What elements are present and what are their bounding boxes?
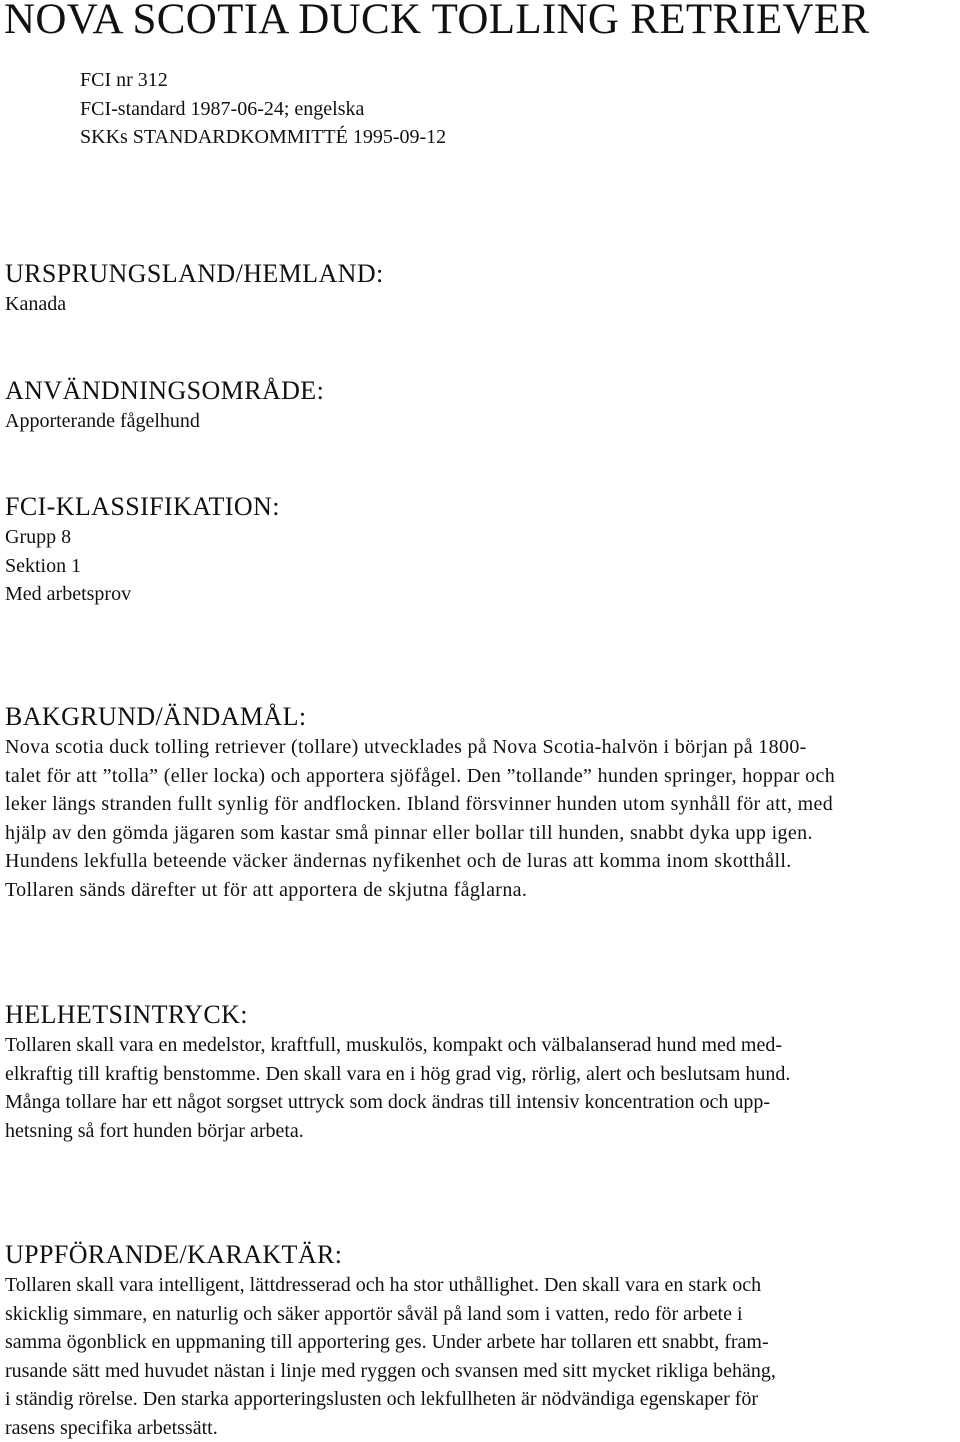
section-body xyxy=(5,290,955,319)
body-line: rusande sätt med huvudet nästan i linje med ryggen och svansen med sitt mycket rikliga behäng, xyxy=(5,1359,776,1382)
body-line: i ständig rörelse. Den starka apporteringslusten och lekfullheten är nödvändiga egenskaper för xyxy=(5,1388,759,1410)
section-body xyxy=(5,407,955,436)
body-line: Sektion 1 xyxy=(5,554,82,577)
body-line: Tollaren skall vara intelligent, lättdresserad och ha stor uthållighet. Den skall vara en stark och xyxy=(5,1274,762,1296)
body-line: Många tollare har ett något sorgset uttryck som dock ändras till intensiv koncentration och upp- xyxy=(5,1091,770,1113)
section-heading: FCI-KLASSIFIKATION: xyxy=(5,492,280,521)
section-helhetsintryck xyxy=(5,999,955,1145)
body-line: hjälp av den gömda jägaren som kastar små pinnar eller bollar till hunden, snabbt dyka upp igen. xyxy=(5,821,813,844)
body-line: Hundens lekfulla beteende väcker ändernas nyfikenhet och de luras att komma inom skotthåll. xyxy=(5,850,792,872)
body-line: samma ögonblick en uppmaning till apportering ges. Under arbete har tollaren ett snabbt, fram- xyxy=(5,1331,769,1353)
section-heading: BAKGRUND/ÄNDAMÅL: xyxy=(5,702,307,731)
section-body xyxy=(5,523,955,609)
section-heading: UPPFÖRANDE/KARAKTÄR: xyxy=(5,1240,343,1269)
body-line: skicklig simmare, en naturlig och säker apportör såväl på land som i vatten, redo för arbete i xyxy=(5,1302,743,1325)
fci-standard-date: FCI-standard 1987-06-24; engelska xyxy=(80,97,365,120)
section-klassifikation xyxy=(5,491,955,609)
section-bakgrund xyxy=(5,701,955,904)
body-line: Nova scotia duck tolling retriever (tollare) utvecklades på Nova Scotia-halvön i början på 1800- xyxy=(5,736,807,758)
fci-number: FCI nr 312 xyxy=(80,69,168,91)
section-body xyxy=(5,1271,955,1442)
section-ursprungsland xyxy=(5,258,955,319)
section-body xyxy=(5,1031,955,1145)
section-heading: URSPRUNGSLAND/HEMLAND: xyxy=(5,259,384,288)
body-line: rasens specifika arbetssätt. xyxy=(5,1416,218,1439)
body-line: elkraftig till kraftig benstomme. Den skall vara en i hög grad vig, rörlig, alert och beslutsam hund. xyxy=(5,1062,791,1085)
section-heading: HELHETSINTRYCK: xyxy=(5,1000,248,1029)
standard-meta xyxy=(80,66,446,152)
body-line: Kanada xyxy=(5,293,67,315)
body-line: Tollaren sänds därefter ut för att apportera de skjutna fåglarna. xyxy=(5,878,528,901)
body-line: hetsning så fort hunden börjar arbeta. xyxy=(5,1119,304,1142)
body-line: Med arbetsprov xyxy=(5,583,132,605)
skk-committee-date: SKKs STANDARDKOMMITTÉ 1995-09-12 xyxy=(80,126,447,148)
section-anvandningsomrade xyxy=(5,375,955,436)
document-title: NOVA SCOTIA DUCK TOLLING RETRIEVER xyxy=(4,0,870,43)
section-heading: ANVÄNDNINGSOMRÅDE: xyxy=(5,376,325,405)
body-line: Grupp 8 xyxy=(5,526,72,548)
section-uppforande xyxy=(5,1239,955,1442)
section-body xyxy=(5,733,955,904)
body-line: talet för att ”tolla” (eller locka) och apportera sjöfågel. Den ”tollande” hunden springer, hoppar och xyxy=(5,764,836,787)
body-line: Apporterande fågelhund xyxy=(5,410,200,432)
body-line: leker längs stranden fullt synlig för andflocken. Ibland försvinner hunden utom synhåll för att, med xyxy=(5,793,834,815)
body-line: Tollaren skall vara en medelstor, kraftfull, muskulös, kompakt och välbalanserad hund med med- xyxy=(5,1034,783,1056)
